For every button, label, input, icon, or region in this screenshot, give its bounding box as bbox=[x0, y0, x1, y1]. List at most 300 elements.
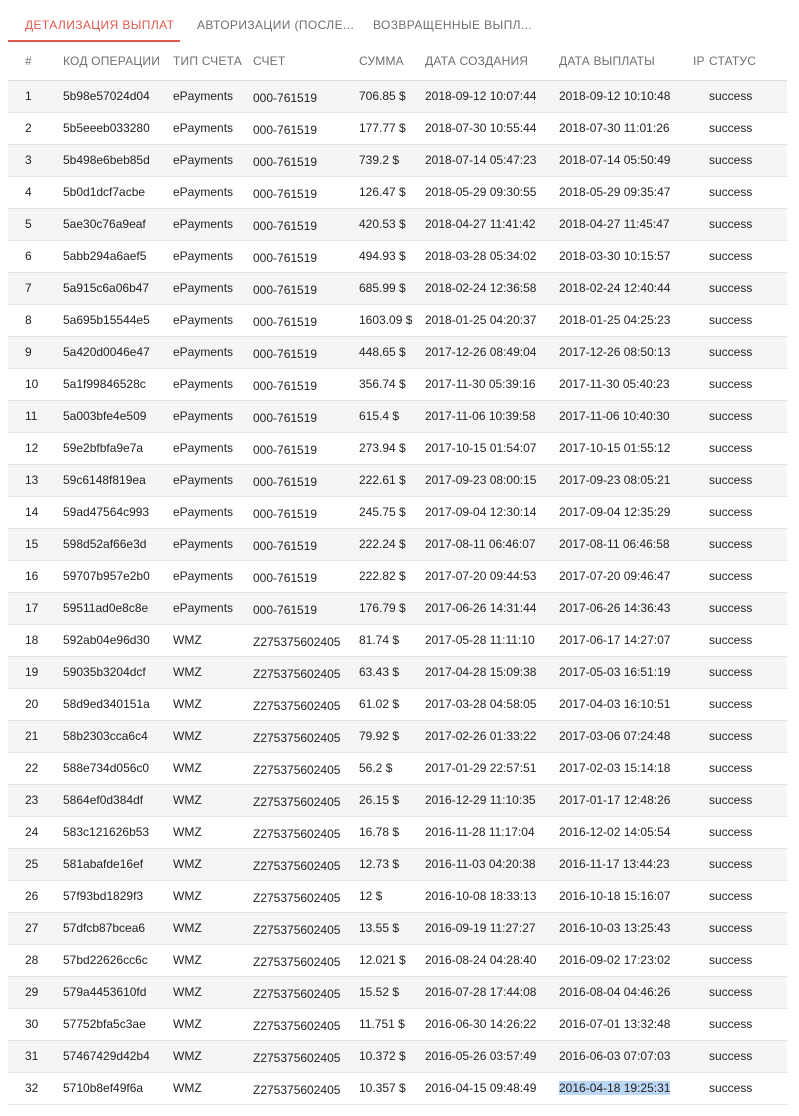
ip-address-cell bbox=[693, 656, 709, 688]
row-number-cell: 3 bbox=[8, 144, 63, 176]
table-row[interactable] bbox=[8, 848, 787, 880]
table-row[interactable] bbox=[8, 944, 787, 976]
account-text: Z275375602405 bbox=[253, 827, 341, 841]
table-body bbox=[8, 80, 787, 1104]
account-cell bbox=[253, 624, 359, 656]
table-row[interactable] bbox=[8, 912, 787, 944]
created-date-cell: 2017-11-30 05:39:16 bbox=[425, 368, 559, 400]
table-row[interactable] bbox=[8, 688, 787, 720]
table-row[interactable] bbox=[8, 368, 787, 400]
operation-code-cell: 583c121626b53 bbox=[63, 816, 173, 848]
account-cell bbox=[253, 592, 359, 624]
row-number-cell: 31 bbox=[8, 1040, 63, 1072]
payout-date-cell: 2016-06-03 07:07:03 bbox=[559, 1040, 693, 1072]
payout-date-cell: 2017-10-15 01:55:12 bbox=[559, 432, 693, 464]
account-type-cell: WMZ bbox=[173, 720, 253, 752]
table-row[interactable] bbox=[8, 1072, 787, 1104]
status-cell: success bbox=[709, 1040, 787, 1072]
ip-address-cell bbox=[693, 400, 709, 432]
account-cell bbox=[253, 944, 359, 976]
account-cell bbox=[253, 208, 359, 240]
status-cell: success bbox=[709, 208, 787, 240]
operation-code-cell: 592ab04e96d30 bbox=[63, 624, 173, 656]
amount-cell: 222.61 $ bbox=[359, 464, 425, 496]
operation-code-cell: 5b98e57024d04 bbox=[63, 80, 173, 112]
account-cell bbox=[253, 656, 359, 688]
table-row[interactable] bbox=[8, 1008, 787, 1040]
operation-code-cell: 5a420d0046e47 bbox=[63, 336, 173, 368]
created-date-cell: 2017-12-26 08:49:04 bbox=[425, 336, 559, 368]
row-number-cell: 21 bbox=[8, 720, 63, 752]
status-cell: success bbox=[709, 528, 787, 560]
account-cell bbox=[253, 976, 359, 1008]
table-row[interactable] bbox=[8, 1040, 787, 1072]
created-date-cell: 2016-11-28 11:17:04 bbox=[425, 816, 559, 848]
row-number-cell: 17 bbox=[8, 592, 63, 624]
ip-address-cell bbox=[693, 464, 709, 496]
status-cell: success bbox=[709, 144, 787, 176]
account-cell bbox=[253, 1072, 359, 1104]
operation-code-cell: 59ad47564c993 bbox=[63, 496, 173, 528]
account-cell bbox=[253, 560, 359, 592]
amount-cell: 739.2 $ bbox=[359, 144, 425, 176]
row-number-cell: 19 bbox=[8, 656, 63, 688]
account-type-cell: ePayments bbox=[173, 80, 253, 112]
amount-cell: 615.4 $ bbox=[359, 400, 425, 432]
amount-cell: 15.52 $ bbox=[359, 976, 425, 1008]
account-text: 000-761519 bbox=[253, 315, 318, 329]
row-number-cell: 29 bbox=[8, 976, 63, 1008]
account-text: 000-761519 bbox=[253, 283, 318, 297]
account-type-cell: ePayments bbox=[173, 272, 253, 304]
status-cell: success bbox=[709, 176, 787, 208]
status-cell: success bbox=[709, 112, 787, 144]
account-text: 000-761519 bbox=[253, 347, 318, 361]
ip-address-cell bbox=[693, 272, 709, 304]
amount-cell: 420.53 $ bbox=[359, 208, 425, 240]
account-cell bbox=[253, 80, 359, 112]
payout-date-cell: 2016-09-02 17:23:02 bbox=[559, 944, 693, 976]
account-type-cell: ePayments bbox=[173, 368, 253, 400]
ip-address-cell bbox=[693, 688, 709, 720]
amount-cell: 177.77 $ bbox=[359, 112, 425, 144]
ip-address-cell bbox=[693, 80, 709, 112]
account-cell bbox=[253, 240, 359, 272]
row-number-cell: 12 bbox=[8, 432, 63, 464]
status-cell: success bbox=[709, 1072, 787, 1104]
column-header-ip: IP bbox=[693, 42, 709, 80]
created-date-cell: 2018-07-30 10:55:44 bbox=[425, 112, 559, 144]
status-cell: success bbox=[709, 240, 787, 272]
table-row[interactable] bbox=[8, 624, 787, 656]
operation-code-cell: 5a003bfe4e509 bbox=[63, 400, 173, 432]
payout-date-cell: 2017-05-03 16:51:19 bbox=[559, 656, 693, 688]
status-cell: success bbox=[709, 752, 787, 784]
payout-date-cell: 2018-03-30 10:15:57 bbox=[559, 240, 693, 272]
ip-address-cell bbox=[693, 368, 709, 400]
table-row[interactable] bbox=[8, 976, 787, 1008]
payout-date-cell: 2017-07-20 09:46:47 bbox=[559, 560, 693, 592]
amount-cell: 12.021 $ bbox=[359, 944, 425, 976]
account-type-cell: ePayments bbox=[173, 592, 253, 624]
operation-code-cell: 598d52af66e3d bbox=[63, 528, 173, 560]
account-cell bbox=[253, 528, 359, 560]
amount-cell: 706.85 $ bbox=[359, 80, 425, 112]
created-date-cell: 2016-04-15 09:48:49 bbox=[425, 1072, 559, 1104]
created-date-cell: 2016-05-26 03:57:49 bbox=[425, 1040, 559, 1072]
created-date-cell: 2016-11-03 04:20:38 bbox=[425, 848, 559, 880]
status-cell: success bbox=[709, 816, 787, 848]
created-date-cell: 2017-11-06 10:39:58 bbox=[425, 400, 559, 432]
table-header-row bbox=[8, 42, 787, 80]
amount-cell: 26.15 $ bbox=[359, 784, 425, 816]
created-date-cell: 2016-07-28 17:44:08 bbox=[425, 976, 559, 1008]
status-cell: success bbox=[709, 880, 787, 912]
ip-address-cell bbox=[693, 816, 709, 848]
account-text: Z275375602405 bbox=[253, 1051, 341, 1065]
ip-address-cell bbox=[693, 1072, 709, 1104]
account-cell bbox=[253, 112, 359, 144]
account-cell bbox=[253, 176, 359, 208]
operation-code-cell: 58b2303cca6c4 bbox=[63, 720, 173, 752]
operation-code-cell: 5ae30c76a9eaf bbox=[63, 208, 173, 240]
account-cell bbox=[253, 752, 359, 784]
operation-code-cell: 59035b3204dcf bbox=[63, 656, 173, 688]
created-date-cell: 2017-03-28 04:58:05 bbox=[425, 688, 559, 720]
operation-code-cell: 5a915c6a06b47 bbox=[63, 272, 173, 304]
ip-address-cell bbox=[693, 496, 709, 528]
account-text: Z275375602405 bbox=[253, 923, 341, 937]
created-date-cell: 2017-08-11 06:46:07 bbox=[425, 528, 559, 560]
operation-code-cell: 59707b957e2b0 bbox=[63, 560, 173, 592]
amount-cell: 126.47 $ bbox=[359, 176, 425, 208]
ip-address-cell bbox=[693, 240, 709, 272]
account-text: Z275375602405 bbox=[253, 635, 341, 649]
row-number-cell: 14 bbox=[8, 496, 63, 528]
created-date-cell: 2017-09-04 12:30:14 bbox=[425, 496, 559, 528]
ip-address-cell bbox=[693, 592, 709, 624]
account-cell bbox=[253, 496, 359, 528]
table-row[interactable] bbox=[8, 336, 787, 368]
column-header-operation-code: КОД ОПЕРАЦИИ bbox=[63, 42, 173, 80]
table-row[interactable] bbox=[8, 80, 787, 112]
amount-cell: 448.65 $ bbox=[359, 336, 425, 368]
operation-code-cell: 57bd22626cc6c bbox=[63, 944, 173, 976]
amount-cell: 685.99 $ bbox=[359, 272, 425, 304]
amount-cell: 10.357 $ bbox=[359, 1072, 425, 1104]
account-type-cell: WMZ bbox=[173, 1072, 253, 1104]
account-type-cell: WMZ bbox=[173, 880, 253, 912]
operation-code-cell: 57752bfa5c3ae bbox=[63, 1008, 173, 1040]
row-number-cell: 27 bbox=[8, 912, 63, 944]
created-date-cell: 2018-03-28 05:34:02 bbox=[425, 240, 559, 272]
created-date-cell: 2016-06-30 14:26:22 bbox=[425, 1008, 559, 1040]
payout-date-cell: 2017-01-17 12:48:26 bbox=[559, 784, 693, 816]
account-text: Z275375602405 bbox=[253, 795, 341, 809]
table-row[interactable] bbox=[8, 496, 787, 528]
account-type-cell: ePayments bbox=[173, 464, 253, 496]
account-text: 000-761519 bbox=[253, 219, 318, 233]
status-cell: success bbox=[709, 400, 787, 432]
operation-code-cell: 59e2bfbfa9e7a bbox=[63, 432, 173, 464]
account-text: Z275375602405 bbox=[253, 699, 341, 713]
created-date-cell: 2016-12-29 11:10:35 bbox=[425, 784, 559, 816]
ip-address-cell bbox=[693, 144, 709, 176]
operation-code-cell: 5a695b15544e5 bbox=[63, 304, 173, 336]
created-date-cell: 2017-06-26 14:31:44 bbox=[425, 592, 559, 624]
table-row[interactable] bbox=[8, 560, 787, 592]
amount-cell: 176.79 $ bbox=[359, 592, 425, 624]
account-text: 000-761519 bbox=[253, 411, 318, 425]
account-cell bbox=[253, 1040, 359, 1072]
ip-address-cell bbox=[693, 1040, 709, 1072]
ip-address-cell bbox=[693, 624, 709, 656]
status-cell: success bbox=[709, 944, 787, 976]
table-row[interactable] bbox=[8, 752, 787, 784]
table-row[interactable] bbox=[8, 400, 787, 432]
payout-date-cell: 2018-01-25 04:25:23 bbox=[559, 304, 693, 336]
amount-cell: 63.43 $ bbox=[359, 656, 425, 688]
created-date-cell: 2017-09-23 08:00:15 bbox=[425, 464, 559, 496]
column-header-status: СТАТУС bbox=[709, 42, 787, 80]
account-cell bbox=[253, 848, 359, 880]
account-cell bbox=[253, 272, 359, 304]
account-text: 000-761519 bbox=[253, 187, 318, 201]
account-text: 000-761519 bbox=[253, 155, 318, 169]
payout-date-cell: 2017-06-17 14:27:07 bbox=[559, 624, 693, 656]
created-date-cell: 2018-09-12 10:07:44 bbox=[425, 80, 559, 112]
account-type-cell: WMZ bbox=[173, 1040, 253, 1072]
column-header-payout-date: ДАТА ВЫПЛАТЫ bbox=[559, 42, 693, 80]
created-date-cell: 2017-07-20 09:44:53 bbox=[425, 560, 559, 592]
account-text: 000-761519 bbox=[253, 571, 318, 585]
table-row[interactable] bbox=[8, 464, 787, 496]
payout-date-cell: 2017-04-03 16:10:51 bbox=[559, 688, 693, 720]
status-cell: success bbox=[709, 688, 787, 720]
table-row[interactable] bbox=[8, 784, 787, 816]
account-type-cell: WMZ bbox=[173, 656, 253, 688]
account-type-cell: WMZ bbox=[173, 624, 253, 656]
created-date-cell: 2017-02-26 01:33:22 bbox=[425, 720, 559, 752]
ip-address-cell bbox=[693, 752, 709, 784]
status-cell: success bbox=[709, 432, 787, 464]
status-cell: success bbox=[709, 848, 787, 880]
payout-date-cell: 2018-09-12 10:10:48 bbox=[559, 80, 693, 112]
ip-address-cell bbox=[693, 336, 709, 368]
payout-date-cell: 2017-09-23 08:05:21 bbox=[559, 464, 693, 496]
account-type-cell: WMZ bbox=[173, 816, 253, 848]
account-cell bbox=[253, 464, 359, 496]
account-type-cell: ePayments bbox=[173, 432, 253, 464]
operation-code-cell: 5b498e6beb85d bbox=[63, 144, 173, 176]
amount-cell: 1603.09 $ bbox=[359, 304, 425, 336]
account-cell bbox=[253, 912, 359, 944]
ip-address-cell bbox=[693, 880, 709, 912]
row-number-cell: 7 bbox=[8, 272, 63, 304]
row-number-cell: 32 bbox=[8, 1072, 63, 1104]
account-type-cell: ePayments bbox=[173, 400, 253, 432]
account-text: Z275375602405 bbox=[253, 859, 341, 873]
account-type-cell: WMZ bbox=[173, 848, 253, 880]
account-text: 000-761519 bbox=[253, 379, 318, 393]
row-number-cell: 11 bbox=[8, 400, 63, 432]
amount-cell: 61.02 $ bbox=[359, 688, 425, 720]
ip-address-cell bbox=[693, 176, 709, 208]
table-row[interactable] bbox=[8, 528, 787, 560]
payout-date-cell: 2016-11-17 13:44:23 bbox=[559, 848, 693, 880]
ip-address-cell bbox=[693, 848, 709, 880]
operation-code-cell: 57f93bd1829f3 bbox=[63, 880, 173, 912]
payout-date-cell: 2017-12-26 08:50:13 bbox=[559, 336, 693, 368]
row-number-cell: 5 bbox=[8, 208, 63, 240]
account-text: Z275375602405 bbox=[253, 763, 341, 777]
created-date-cell: 2016-09-19 11:27:27 bbox=[425, 912, 559, 944]
amount-cell: 356.74 $ bbox=[359, 368, 425, 400]
amount-cell: 81.74 $ bbox=[359, 624, 425, 656]
account-type-cell: WMZ bbox=[173, 752, 253, 784]
payout-date-cell: 2017-11-30 05:40:23 bbox=[559, 368, 693, 400]
status-cell: success bbox=[709, 1008, 787, 1040]
row-number-cell: 23 bbox=[8, 784, 63, 816]
account-cell bbox=[253, 880, 359, 912]
tab-authorizations[interactable]: АВТОРИЗАЦИИ (ПОСЛЕ... bbox=[197, 18, 355, 32]
table-row[interactable] bbox=[8, 208, 787, 240]
ip-address-cell bbox=[693, 976, 709, 1008]
row-number-cell: 2 bbox=[8, 112, 63, 144]
table-row[interactable] bbox=[8, 816, 787, 848]
account-cell bbox=[253, 432, 359, 464]
operation-code-cell: 581abafde16ef bbox=[63, 848, 173, 880]
account-type-cell: ePayments bbox=[173, 144, 253, 176]
ip-address-cell bbox=[693, 528, 709, 560]
column-header-account-type: ТИП СЧЕТА bbox=[173, 42, 253, 80]
created-date-cell: 2017-01-29 22:57:51 bbox=[425, 752, 559, 784]
status-cell: success bbox=[709, 80, 787, 112]
selected-text: 2016-04-18 19:25:31 bbox=[559, 1081, 671, 1095]
row-number-cell: 16 bbox=[8, 560, 63, 592]
status-cell: success bbox=[709, 336, 787, 368]
tab-returned-payouts[interactable]: ВОЗВРАЩЕННЫЕ ВЫПЛ... bbox=[373, 18, 533, 32]
account-cell bbox=[253, 400, 359, 432]
status-cell: success bbox=[709, 656, 787, 688]
payout-date-cell: 2017-09-04 12:35:29 bbox=[559, 496, 693, 528]
account-text: Z275375602405 bbox=[253, 987, 341, 1001]
amount-cell: 11.751 $ bbox=[359, 1008, 425, 1040]
operation-code-cell: 59c6148f819ea bbox=[63, 464, 173, 496]
account-text: 000-761519 bbox=[253, 123, 318, 137]
account-text: Z275375602405 bbox=[253, 1019, 341, 1033]
payout-date-cell: 2017-03-06 07:24:48 bbox=[559, 720, 693, 752]
table-row[interactable] bbox=[8, 656, 787, 688]
status-cell: success bbox=[709, 560, 787, 592]
payout-date-cell: 2017-11-06 10:40:30 bbox=[559, 400, 693, 432]
account-text: 000-761519 bbox=[253, 443, 318, 457]
ip-address-cell bbox=[693, 304, 709, 336]
table-row[interactable] bbox=[8, 880, 787, 912]
account-text: 000-761519 bbox=[253, 539, 318, 553]
created-date-cell: 2017-05-28 11:11:10 bbox=[425, 624, 559, 656]
operation-code-cell: 5a1f99846528c bbox=[63, 368, 173, 400]
created-date-cell: 2016-10-08 18:33:13 bbox=[425, 880, 559, 912]
account-type-cell: WMZ bbox=[173, 976, 253, 1008]
created-date-cell: 2018-04-27 11:41:42 bbox=[425, 208, 559, 240]
row-number-cell: 10 bbox=[8, 368, 63, 400]
operation-code-cell: 5b0d1dcf7acbe bbox=[63, 176, 173, 208]
account-type-cell: ePayments bbox=[173, 496, 253, 528]
created-date-cell: 2018-05-29 09:30:55 bbox=[425, 176, 559, 208]
status-cell: success bbox=[709, 496, 787, 528]
payout-date-cell: 2017-06-26 14:36:43 bbox=[559, 592, 693, 624]
amount-cell: 494.93 $ bbox=[359, 240, 425, 272]
account-cell bbox=[253, 368, 359, 400]
payout-date-cell: 2018-07-30 11:01:26 bbox=[559, 112, 693, 144]
table-row[interactable] bbox=[8, 144, 787, 176]
payout-date-cell: 2016-12-02 14:05:54 bbox=[559, 816, 693, 848]
amount-cell: 13.55 $ bbox=[359, 912, 425, 944]
table-row[interactable] bbox=[8, 272, 787, 304]
row-number-cell: 1 bbox=[8, 80, 63, 112]
row-number-cell: 13 bbox=[8, 464, 63, 496]
ip-address-cell bbox=[693, 208, 709, 240]
ip-address-cell bbox=[693, 1008, 709, 1040]
ip-address-cell bbox=[693, 944, 709, 976]
row-number-cell: 26 bbox=[8, 880, 63, 912]
account-text: 000-761519 bbox=[253, 507, 318, 521]
account-type-cell: ePayments bbox=[173, 304, 253, 336]
column-header-created-date: ДАТА СОЗДАНИЯ bbox=[425, 42, 559, 80]
ip-address-cell bbox=[693, 432, 709, 464]
row-number-cell: 15 bbox=[8, 528, 63, 560]
account-cell bbox=[253, 784, 359, 816]
row-number-cell: 6 bbox=[8, 240, 63, 272]
status-cell: success bbox=[709, 976, 787, 1008]
account-cell bbox=[253, 304, 359, 336]
operation-code-cell: 57dfcb87bcea6 bbox=[63, 912, 173, 944]
table-row[interactable] bbox=[8, 720, 787, 752]
account-type-cell: ePayments bbox=[173, 560, 253, 592]
amount-cell: 16.78 $ bbox=[359, 816, 425, 848]
status-cell: success bbox=[709, 304, 787, 336]
account-type-cell: WMZ bbox=[173, 784, 253, 816]
account-cell bbox=[253, 1008, 359, 1040]
payout-date-cell: 2018-07-14 05:50:49 bbox=[559, 144, 693, 176]
account-cell bbox=[253, 336, 359, 368]
amount-cell: 273.94 $ bbox=[359, 432, 425, 464]
operation-code-cell: 59511ad0e8c8e bbox=[63, 592, 173, 624]
created-date-cell: 2017-10-15 01:54:07 bbox=[425, 432, 559, 464]
table-row[interactable] bbox=[8, 112, 787, 144]
table-row[interactable] bbox=[8, 176, 787, 208]
ip-address-cell bbox=[693, 112, 709, 144]
amount-cell: 222.24 $ bbox=[359, 528, 425, 560]
account-text: Z275375602405 bbox=[253, 955, 341, 969]
account-text: Z275375602405 bbox=[253, 731, 341, 745]
table-row[interactable] bbox=[8, 240, 787, 272]
account-text: Z275375602405 bbox=[253, 891, 341, 905]
status-cell: success bbox=[709, 784, 787, 816]
status-cell: success bbox=[709, 272, 787, 304]
operation-code-cell: 57467429d42b4 bbox=[63, 1040, 173, 1072]
table-row[interactable] bbox=[8, 592, 787, 624]
tab-bar bbox=[8, 8, 791, 42]
account-text: 000-761519 bbox=[253, 91, 318, 105]
tab-payout-details[interactable]: ДЕТАЛИЗАЦИЯ ВЫПЛАТ bbox=[8, 8, 180, 42]
table-row[interactable] bbox=[8, 432, 787, 464]
account-type-cell: WMZ bbox=[173, 912, 253, 944]
table-row[interactable] bbox=[8, 304, 787, 336]
ip-address-cell bbox=[693, 784, 709, 816]
amount-cell: 222.82 $ bbox=[359, 560, 425, 592]
